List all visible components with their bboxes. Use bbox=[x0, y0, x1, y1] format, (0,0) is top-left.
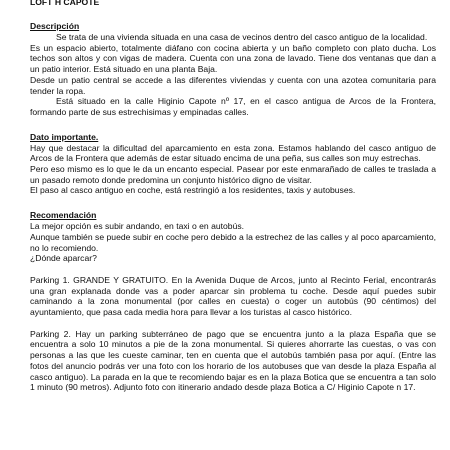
paragraph-parking-1: Parking 1. GRANDE Y GRATUITO. En la Avenida Duque de Arcos, junto al Recinto Ferial, encontrarás una gran explanada donde vas a poder aparcar sin problema tu coche. Desde aquí puedes subir caminando a la zona monumental (por calles en cuesta) o coger un autobús (90 céntimos) del ayuntamiento, que pasa cada media hora para llevar a los turistas al casco histórico. bbox=[30, 274, 436, 318]
paragraph: Está situado en la calle Higinio Capote nº 17, en el casco antigua de Arcos de la Frontera, formando parte de sus estrechisimas y empinadas calles. bbox=[30, 96, 436, 117]
document-title: LOFT H CAPOTE bbox=[30, 0, 100, 7]
paragraph: Es un espacio abierto, totalmente diáfano con cocina abierta y un baño completo con plato ducha. Los techos son altos y con vigas de madera. Cuenta con una zona de lavado. Tiene dos ventanas que dan a un patio interior. Está situado en una planta Baja. bbox=[30, 42, 436, 75]
paragraph: Aunque también se puede subir en coche pero debido a la estrechez de las calles y al poco aparcamiento, no lo recomiendo. bbox=[30, 231, 436, 253]
section-heading-dato-importante: Dato importante. bbox=[30, 131, 99, 142]
section-heading-descripcion: Descripción bbox=[30, 21, 80, 31]
paragraph: Desde un patio central se accede a las diferentes viviendas y cuenta con una azotea comunitaria para tender la ropa. bbox=[30, 74, 436, 96]
paragraph: Hay que destacar la dificultad del aparcamiento en esta zona. Estamos hablando del casco antiguo de Arcos de la Frontera que además de estar situado encima de una peña, sus calles son muy estrechas. bbox=[30, 142, 436, 164]
section-heading-recomendacion: Recomendación bbox=[30, 210, 97, 221]
paragraph: Pero eso mismo es lo que le da un encanto especial. Pasear por este enmarañado de calles te traslada a un pasado remoto donde predomina un conjunto histórico digno de visitar. bbox=[30, 164, 436, 185]
paragraph: ¿Dónde aparcar? bbox=[30, 253, 97, 264]
paragraph: Se trata de una vivienda situada en una casa de vecinos dentro del casco antiguo de la localidad. bbox=[56, 32, 428, 42]
paragraph: La mejor opción es subir andando, en taxi o en autobús. bbox=[30, 221, 245, 232]
paragraph-parking-2: Parking 2. Hay un parking subterráneo de pago que se encuentra junto a la plaza España que se encuentra a solo 10 minutos a pie de la zona monumental. Si quieres ahorrarte las cuestas, o vas con personas a las que les cueste caminar, ten en cuenta que el autobús también pasa por aquí. (Entre las fotos del anuncio podrás ver una foto con los horario de los autobuses que van desde la plaza España al casco antiguo). La parada en la que te recomiendo bajar es en la plaza Botica que se encuentra a tan solo 1 minuto (90 metros). Adjunto foto con itinerario andado desde plaza Botica a C/ Higinio Capote n 17. bbox=[30, 328, 436, 393]
paragraph: El paso al casco antiguo en coche, está restringió a los residentes, taxis y autobuses. bbox=[30, 185, 356, 196]
